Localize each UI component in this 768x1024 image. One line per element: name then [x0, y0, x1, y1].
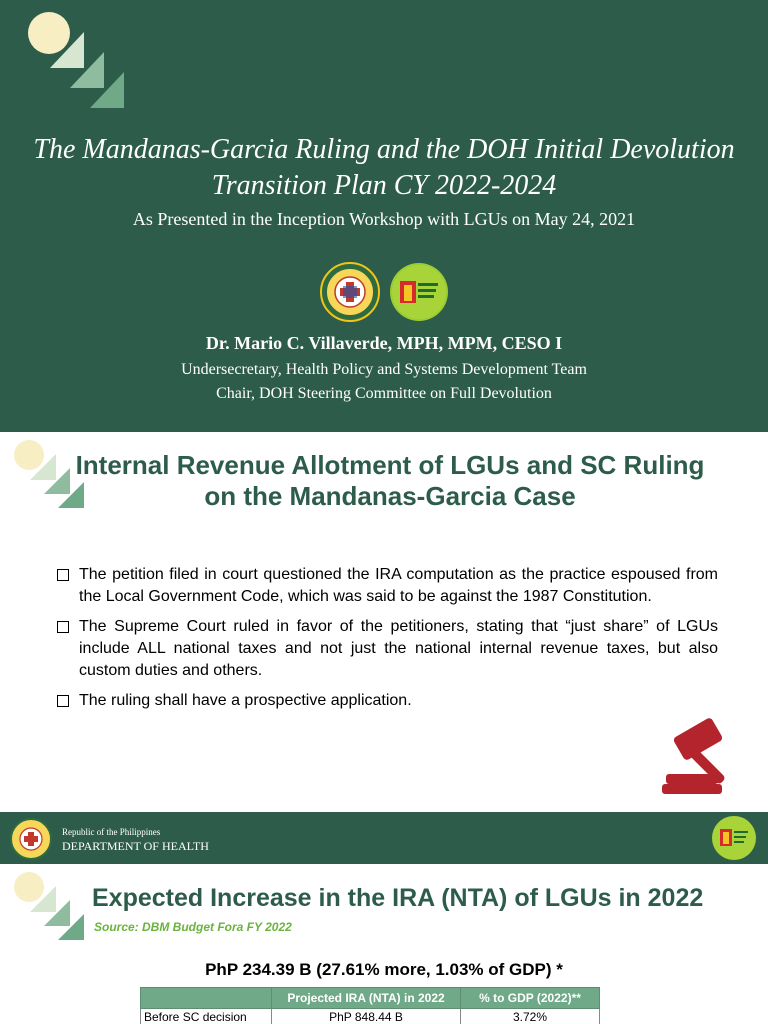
universal-health-care-logo-icon: [712, 816, 756, 860]
table-header-cell: Projected IRA (NTA) in 2022: [272, 988, 461, 1009]
bullet-text: The Supreme Court ruled in favor of the petitioners, stating that “just share” of LGUs include ALL national taxes and not just the national internal revenue taxes, but also custom duties and others.: [79, 618, 718, 679]
ira-ruling-slide: [0, 432, 768, 864]
ira-increase-slide: [0, 864, 768, 1024]
table-header-cell: [141, 988, 272, 1009]
author-role-1: Undersecretary, Health Policy and Systems Development Team: [181, 361, 587, 378]
table-header-row: [141, 988, 600, 1009]
presentation-subtitle: As Presented in the Inception Workshop with LGUs on May 24, 2021: [132, 209, 636, 229]
title-line-2: Transition Plan CY 2022-2024: [211, 170, 557, 201]
doh-seal-icon: [320, 262, 380, 322]
bullet-item: [56, 690, 718, 712]
gavel-icon: [662, 716, 754, 798]
doh-seal-icon: [10, 818, 52, 860]
title-line-1: The Mandanas-Garcia Ruling and the DOH Initial Devolution: [33, 134, 735, 165]
title-slide: [0, 0, 768, 432]
checkbox-bullet-icon: [57, 621, 69, 633]
headline-figure: PhP 234.39 B (27.61% more, 1.03% of GDP) *: [205, 960, 563, 979]
slide-title: Internal Revenue Allotment of LGUs and SC Ruling on the Mandanas-Garcia Case: [75, 450, 705, 511]
checkbox-bullet-icon: [57, 569, 69, 581]
presentation-title: [0, 132, 768, 204]
table-row: [141, 1009, 600, 1024]
universal-health-care-logo-icon: [390, 263, 448, 321]
ira-table: [140, 987, 600, 1024]
bullet-item: [56, 564, 718, 608]
source-note: Source: DBM Budget Fora FY 2022: [94, 920, 292, 934]
table-cell: PhP 848.44 B: [272, 1009, 461, 1024]
bullet-text: The petition filed in court questioned the IRA computation as the practice espoused from the Local Government Code, which was said to be against the 1987 Constitution.: [79, 566, 718, 605]
slide-footer: [0, 812, 768, 864]
checkbox-bullet-icon: [57, 695, 69, 707]
bullet-list: [56, 564, 718, 720]
slide-title: Expected Increase in the IRA (NTA) of LGUs in 2022: [92, 884, 704, 912]
bullet-text: The ruling shall have a prospective application.: [79, 692, 412, 709]
bullet-item: [56, 616, 718, 682]
table-cell: Before SC decision: [141, 1009, 272, 1024]
table-header-cell: % to GDP (2022)**: [461, 988, 600, 1009]
author-name: Dr. Mario C. Villaverde, MPH, MPM, CESO I: [205, 333, 563, 353]
republic-label: Republic of the Philippines: [62, 827, 161, 837]
table-cell: 3.72%: [461, 1009, 600, 1024]
author-role-2: Chair, DOH Steering Committee on Full Devolution: [216, 385, 552, 402]
department-label: DEPARTMENT OF HEALTH: [62, 839, 209, 853]
